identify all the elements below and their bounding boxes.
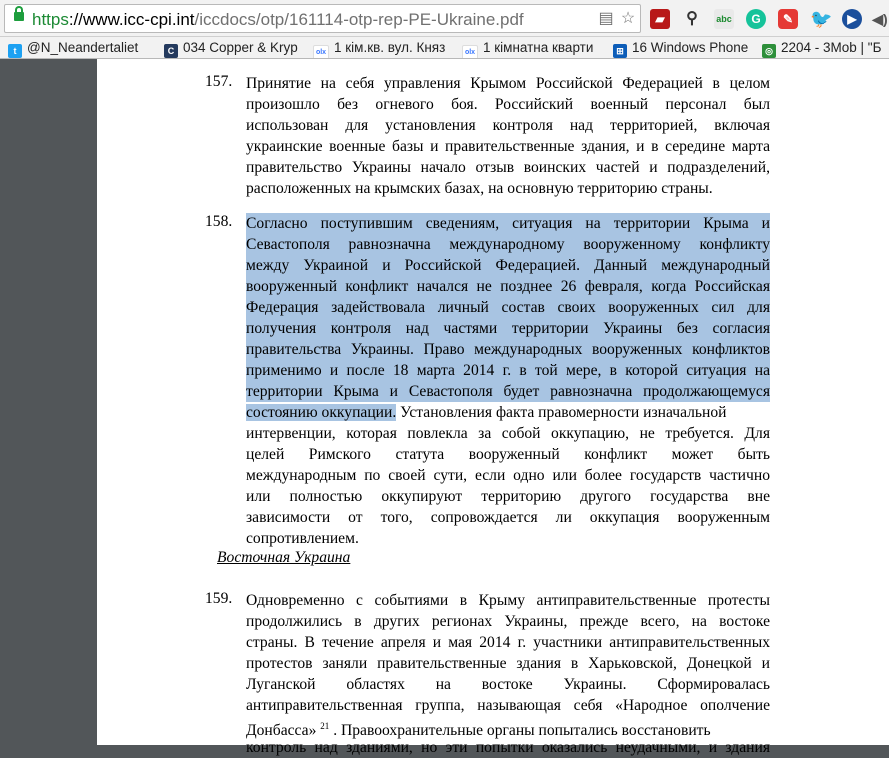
grammarly-icon[interactable]: G [746,9,766,29]
text-fragment: Донбасса» [246,722,317,739]
text-line: целей Римского статута вооруженный конфликт может быть [246,446,770,463]
selected-text-line[interactable]: правительства Украины. Право международных вооруженных конфликтов [246,341,770,358]
media-play-icon[interactable]: ▶ [842,9,862,29]
text-fragment: . Правоохранительные органы попытались восстановить [329,722,711,739]
text-line [246,716,770,737]
selected-text-line[interactable]: вооруженный конфликт начался не позднее 26 февраля, когда Российская [246,278,770,295]
text-line: интервенции, которая повлекла за собой оккупацию, не требуется. Для [246,425,770,442]
text-line: Принятие на себя управления Крымом Российской Федерацией в целом [246,75,770,92]
selected-text-line[interactable]: между Украиной и Российской Федерацией. Данный международный [246,257,770,274]
selected-text-line[interactable]: Севастополя равнозначна международному вооруженному конфликту [246,236,770,253]
document-text [97,59,889,756]
document-icon[interactable]: ▤ [598,10,614,27]
selected-text-line[interactable]: применимо и после 18 марта 2014 г. в той мере, в которой ситуация на [246,362,770,379]
selected-text-line[interactable]: Федерация задействовала личный состав своих вооруженных сил для [246,299,770,316]
secure-lock-icon[interactable] [14,12,24,21]
text-line: продолжились в других регионах Украины, прежде всего, на востоке [246,613,770,630]
text-line: антиправительственная группа, называющая себя «Народное ополчение [246,697,770,714]
text-line: произошло без огневого боя. Российский военный персонал был [246,96,770,113]
star-icon[interactable]: ☆ [620,10,636,27]
speaker-icon[interactable]: ◀) [872,11,888,27]
text-line: международным по своей сути, если одно или более государств частично [246,467,770,484]
bookmark-label: 1 кім.кв. вул. Княз [334,40,446,55]
bookmarks-bar [0,37,889,59]
url-host: ://www.icc-cpi.int [68,10,195,29]
text-line: страны. В течение апреля и мая 2014 г. участники антиправительственных [246,634,770,651]
bookmark-item[interactable] [164,39,298,57]
section-heading: Восточная Украина [217,549,351,566]
olx-icon: olx [462,45,478,59]
bookmark-label: 1 кімнатна кварти [483,40,594,55]
bookmark-item[interactable] [613,39,748,57]
paragraph-number: 157. [205,73,233,90]
browser-toolbar [0,0,889,37]
text-line: правительство Украины начало отзыв воинских частей и подразделений, [246,159,770,176]
text-line: расположенных на крымских базах, на основную территорию страны. [246,180,713,197]
red-pen-icon[interactable]: ✎ [778,9,798,29]
selected-text-line[interactable]: Согласно поступившим сведениям, ситуация на территории Крыма и [246,215,770,232]
address-bar[interactable] [4,4,641,33]
footnote-reference[interactable]: 21 [320,721,330,731]
url-path: /iccdocs/otp/161114-otp-rep-PE-Ukraine.pdf [194,10,524,29]
text-line: использован для установления контроля над территорией, включая [246,117,770,134]
bookmark-item[interactable] [8,39,138,57]
bookmark-label: 034 Copper & Kryp [183,40,298,55]
url-text[interactable] [32,10,524,30]
bookmark-label: 16 Windows Phone [632,40,749,55]
selected-text-line[interactable]: территории Крыма и Севастополя будет равнозначна продолжающемуся [246,383,770,400]
pdf-page [97,59,889,756]
paragraph-number: 159. [205,590,233,607]
windows-icon: ⊞ [613,44,627,58]
text-fragment: Установления факта правомерности изначальной [396,404,727,421]
pdf-viewer[interactable] [0,59,889,756]
text-line [246,402,770,423]
text-line: украинские военные базы и правительственные здания, и в середине марта [246,138,770,155]
twitter-icon[interactable]: 🐦 [810,9,833,29]
bookmark-label: 2204 - 3Mob | "Б [781,40,882,55]
url-scheme: https [32,10,69,29]
magnifier-icon[interactable]: ⚲ [686,10,698,27]
text-line: Одновременно с событиями в Крыму антиправительственные протесты [246,592,770,609]
text-line: протестов заняли правительственные здания в Харьковской, Донецкой и [246,655,770,672]
olx-icon: olx [313,45,329,59]
abc-spellcheck-icon[interactable]: abc [714,9,734,29]
text-line: контроль над зданиями, но эти попытки оказались неудачными, и здания [246,739,770,756]
3mob-icon: ◎ [762,44,776,58]
twitter-icon: t [8,44,22,58]
bookmark-item[interactable] [313,39,445,57]
bookmark-item[interactable] [762,39,881,57]
bookmark-item[interactable] [462,39,593,57]
text-fragment [246,716,711,737]
c-icon: C [164,44,178,58]
text-line: зависимости от того, сопровождается ли оккупация вооруженным [246,509,770,526]
text-line: сопротивлением. [246,530,359,547]
selected-text-fragment[interactable]: состоянию оккупации. [246,404,397,421]
selected-text-line[interactable]: получения контроля над частями территории Украины без согласия [246,320,770,337]
paragraph-number: 158. [205,213,233,230]
text-line: Луганской областях на востоке Украины. Сформировалась [246,676,770,693]
text-line: или полностью оккупируют территорию другого государства вне [246,488,770,505]
bookmark-label: @N_Neandertaliet [27,40,139,55]
red-car-icon[interactable]: ▰ [650,9,670,29]
